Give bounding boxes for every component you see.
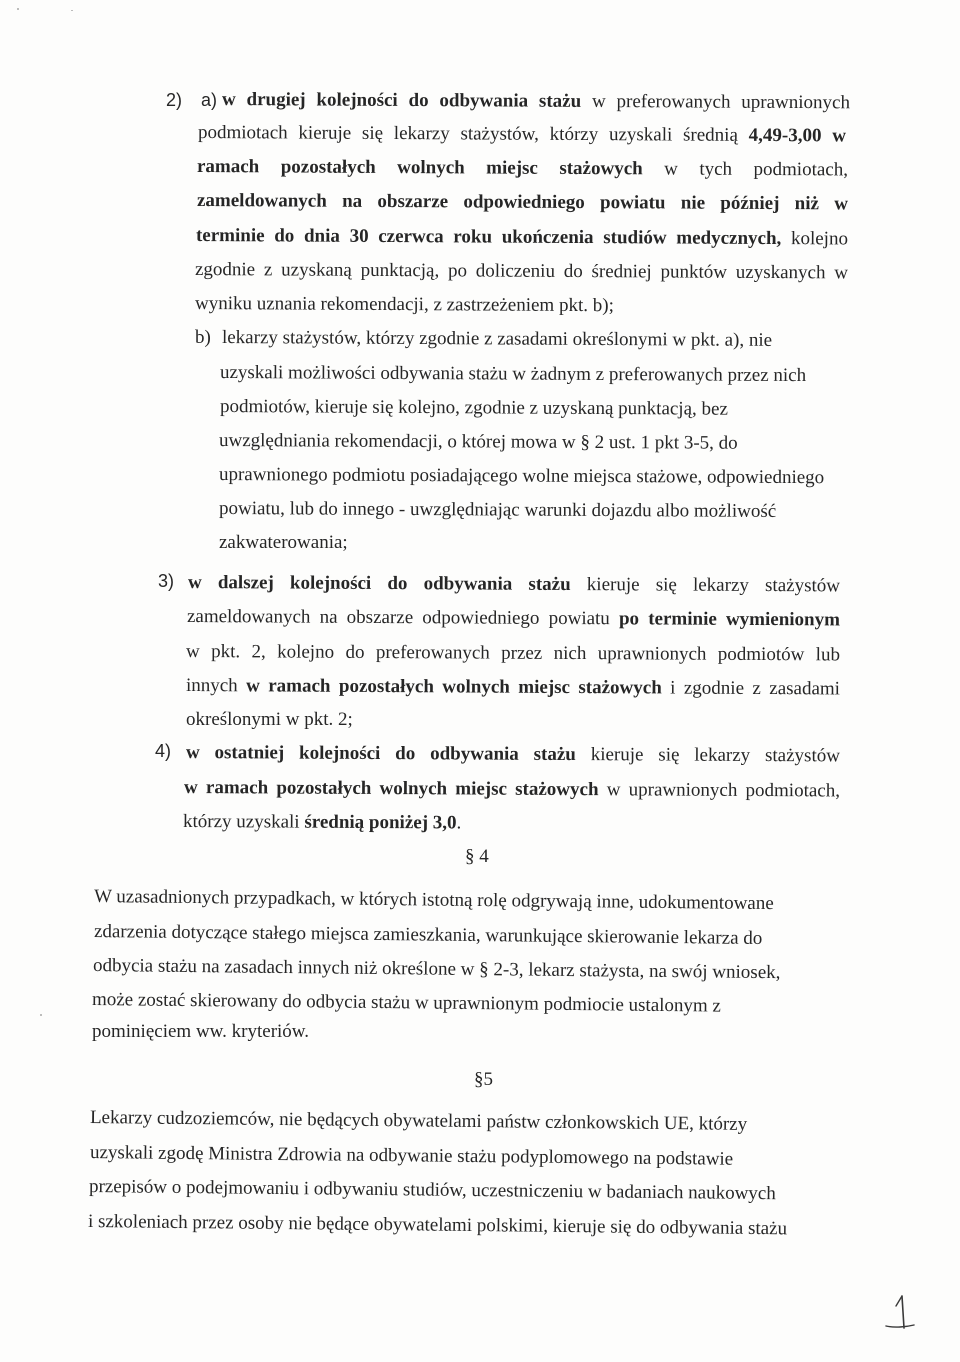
text-run: kieruje się lekarzy stażystów <box>570 574 841 597</box>
text-line <box>222 88 850 115</box>
text-run: w uprawnionych podmiotach, <box>598 779 841 802</box>
text-run: którzy uzyskali <box>182 811 305 833</box>
text-line: uzyskali zgodę Ministra Zdrowia na odbywanie stażu podyplomowego na podstawie <box>89 1142 734 1170</box>
text-run: kieruje się lekarzy stażystów <box>575 744 841 767</box>
text-line <box>186 640 840 667</box>
text-line: odbycia stażu na zasadach innych niż określone w § 2-3, lekarz stażysta, na swój wniosek, <box>92 955 781 984</box>
text-run: i zgodnie z zasadami <box>661 677 841 700</box>
text-line: powiatu, lub do innego - uwzględniając warunki dojazdu albo możliwość <box>218 498 777 522</box>
text-line <box>198 121 846 148</box>
text-run: w pkt. 2, kolejno do preferowanych przez nich uprawnionych podmiotów lub <box>185 641 841 666</box>
subitem-label-a: a) <box>201 90 218 110</box>
text-run: kolejno <box>781 228 849 250</box>
item-number: 2) <box>166 90 183 110</box>
bold-text-run: w dalszej kolejności do odbywania stażu <box>187 572 571 596</box>
text-line: pominięciem ww. kryteriów. <box>92 1021 310 1042</box>
text-line: podmiotów, kieruje się kolejno, zgodnie z uzyskaną punktacją, bez <box>219 396 728 420</box>
text-line <box>183 810 461 835</box>
bold-text-run: w drugiej kolejności do odbywania stażu <box>221 89 582 112</box>
bold-text-run: ramach pozostałych wolnych miejsc stażowych <box>196 156 643 180</box>
text-line <box>184 776 840 803</box>
text-line <box>186 741 840 768</box>
text-run: określonymi w pkt. 2; <box>186 709 353 730</box>
text-line: lekarzy stażystów, którzy zgodnie z zasadami określonymi w pkt. a), nie <box>221 327 773 351</box>
text-line <box>187 605 840 632</box>
bold-text-run: w ostatniej kolejności do odbywania stażu <box>185 742 576 766</box>
bold-text-run: w ramach pozostałych wolnych miejsc stażowych <box>183 777 599 801</box>
text-run: . <box>456 812 462 834</box>
text-line <box>188 571 840 598</box>
text-line: uwzględniania rekomendacji, o której mowa w § 2 ust. 1 pkt 3-5, do <box>218 430 738 454</box>
scan-speck <box>71 10 73 11</box>
text-run: wyniku uznania rekomendacji, z zastrzeżeniem pkt. b); <box>194 293 614 317</box>
text-line <box>195 292 614 318</box>
section-heading-4: § 4 <box>465 846 489 867</box>
text-run: zameldowanych na obszarze odpowiedniego powiatu <box>186 606 620 630</box>
text-line <box>186 708 353 732</box>
bold-text-run: średnią poniżej 3,0 <box>304 811 457 834</box>
text-line: przepisów o podejmowaniu i odbywaniu studiów, uczestniczeniu w badaniach naukowych <box>88 1176 776 1205</box>
bold-text-run: po terminie wymienionym <box>618 608 841 631</box>
text-run: podmiotach kieruje się lekarzy stażystów, którzy uzyskali średnią <box>197 122 749 146</box>
text-line <box>196 224 848 251</box>
text-line: Lekarzy cudzoziemców, nie będących obywatelami państw członkowskich UE, którzy <box>89 1107 748 1135</box>
bold-text-run: 4,49-3,00 w <box>748 124 847 147</box>
text-line: uprawnionego podmiotu posiadającego wolne miejsca stażowe, odpowiedniego <box>218 464 825 489</box>
text-line <box>197 189 848 216</box>
text-run: w tych podmiotach, <box>642 158 849 181</box>
text-line: może zostać skierowany do odbycia stażu w uprawnionym podmiocie ustalonym z <box>91 989 722 1017</box>
handwritten-page-number <box>880 1290 920 1343</box>
text-line: zdarzenia dotyczące stałego miejsca zamieszkania, warunkujące skierowanie lekarza do <box>93 921 763 949</box>
text-line <box>186 674 840 701</box>
section-heading-5: §5 <box>474 1069 493 1090</box>
text-run: innych <box>185 675 247 697</box>
scan-speck <box>40 1014 42 1016</box>
scan-speck <box>17 8 19 10</box>
text-run: w preferowanych uprawnionych <box>581 90 851 114</box>
bold-text-run: zameldowanych na obszarze odpowiedniego powiatu nie później niż w <box>196 190 849 215</box>
subitem-label-b: b) <box>195 327 211 348</box>
text-line: zakwaterowania; <box>219 532 348 553</box>
text-line: i szkoleniach przez osoby nie będące obywatelami polskimi, kieruje się do odbywania stażu <box>87 1211 788 1240</box>
item-number: 4) <box>155 741 172 761</box>
text-run: zgodnie z uzyskaną punktacją, po doliczeniu do średniej punktów uzyskanych w <box>194 259 849 284</box>
bold-text-run: w ramach pozostałych wolnych miejsc stażowych <box>246 675 662 699</box>
page-number-glyph <box>880 1290 920 1338</box>
bold-text-run: terminie do dnia 30 czerwca roku ukończenia studiów medycznych, <box>195 225 782 250</box>
text-line: W uzasadnionych przypadkach, w których istotną rolę odgrywają inne, udokumentowane <box>93 886 774 915</box>
text-line <box>197 155 848 182</box>
text-line <box>195 258 848 285</box>
item-number: 3) <box>158 571 175 591</box>
text-line: uzyskali możliwości odbywania stażu w żadnym z preferowanych przez nich <box>219 362 807 387</box>
